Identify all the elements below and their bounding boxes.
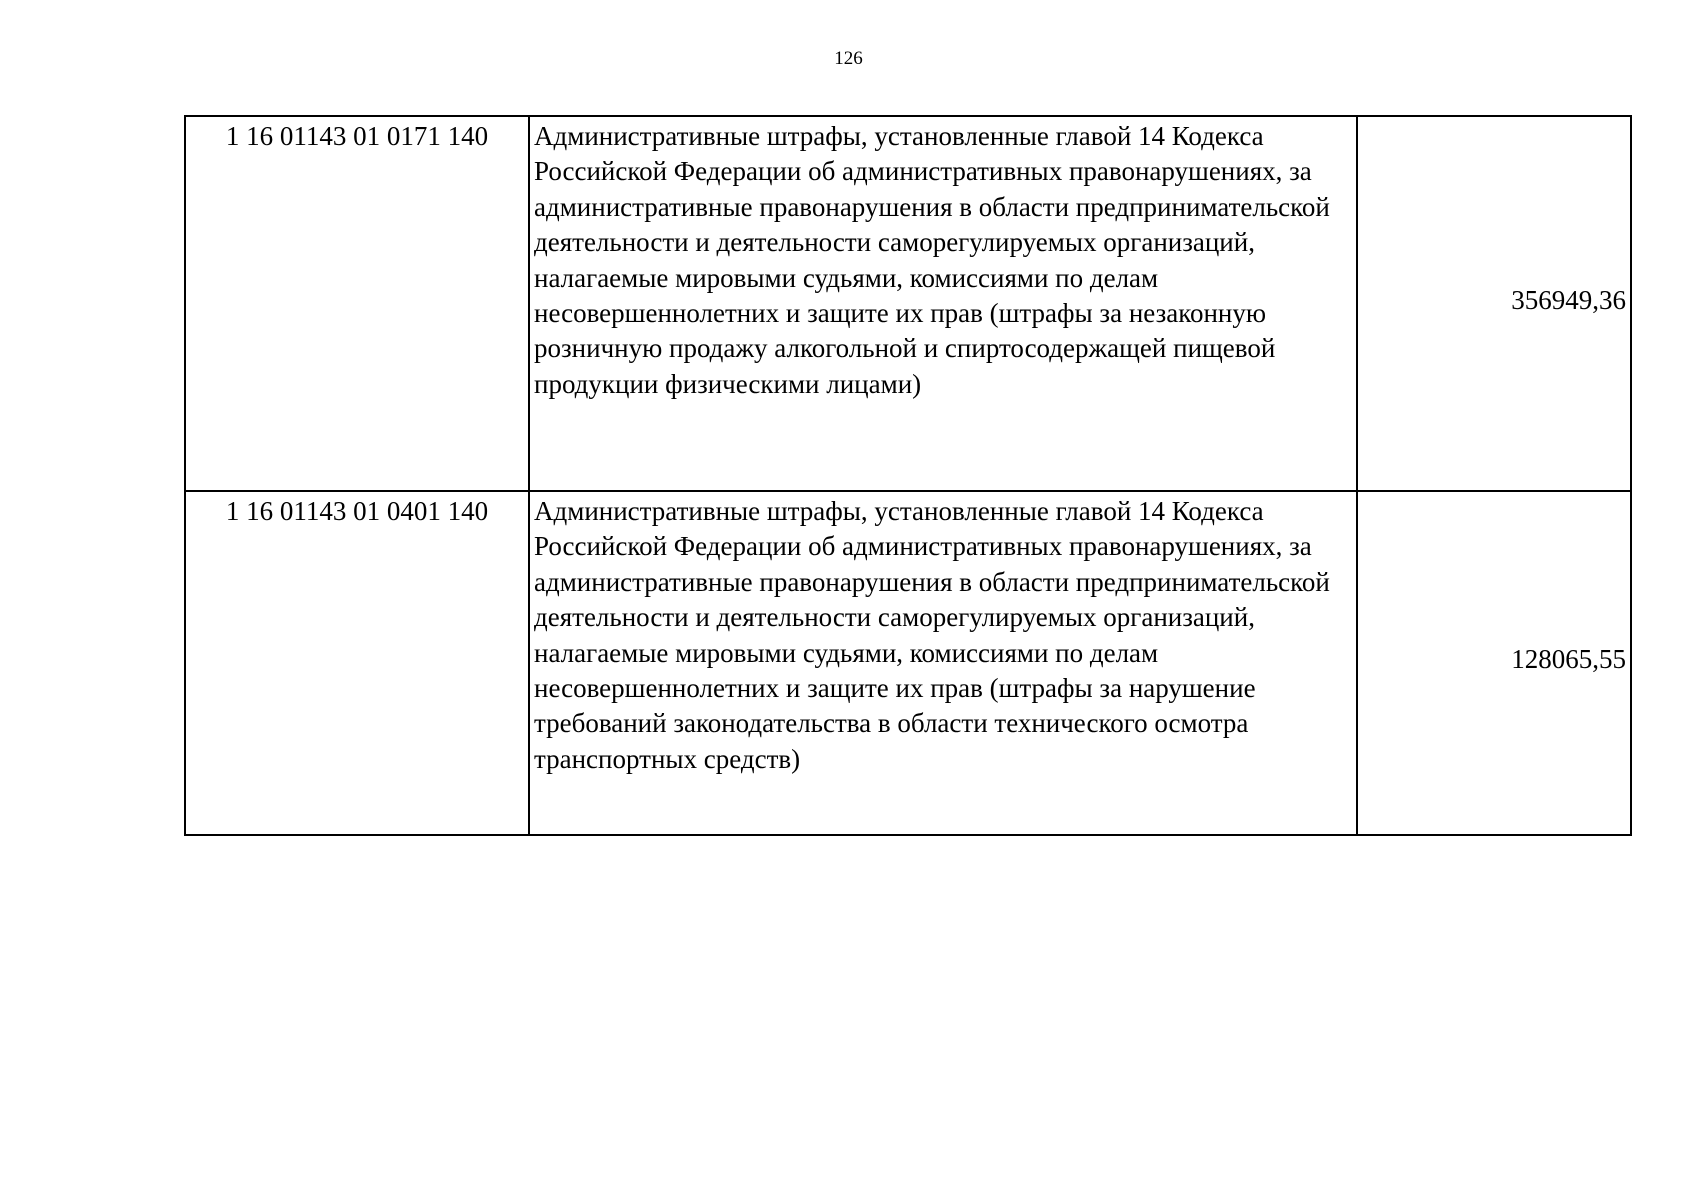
description-cell: Административные штрафы, установленные главой 14 Кодекса Российской Федерации об административных правонарушениях, за административные правонарушения в области предпринимательской деятельности и деятельности саморегулируемых организаций, налагаемые мировыми судьями, комиссиями по делам несовершеннолетних и защите их прав (штрафы за незаконную розничную продажу алкогольной и спиртосодержащей пищевой продукции физическими лицами) [529, 116, 1357, 491]
budget-code-cell: 1 16 01143 01 0401 140 [185, 491, 529, 835]
table-row [185, 116, 1631, 491]
description-cell: Административные штрафы, установленные главой 14 Кодекса Российской Федерации об административных правонарушениях, за административные правонарушения в области предпринимательской деятельности и деятельности саморегулируемых организаций, налагаемые мировыми судьями, комиссиями по делам несовершеннолетних и защите их прав (штрафы за нарушение требований законодательства в области технического осмотра транспортных средств) [529, 491, 1357, 835]
amount-cell: 128065,55 [1357, 491, 1631, 835]
budget-table [184, 115, 1632, 836]
table-row [185, 491, 1631, 835]
budget-code-cell: 1 16 01143 01 0171 140 [185, 116, 529, 491]
page-number: 126 [834, 48, 863, 69]
amount-cell: 356949,36 [1357, 116, 1631, 491]
